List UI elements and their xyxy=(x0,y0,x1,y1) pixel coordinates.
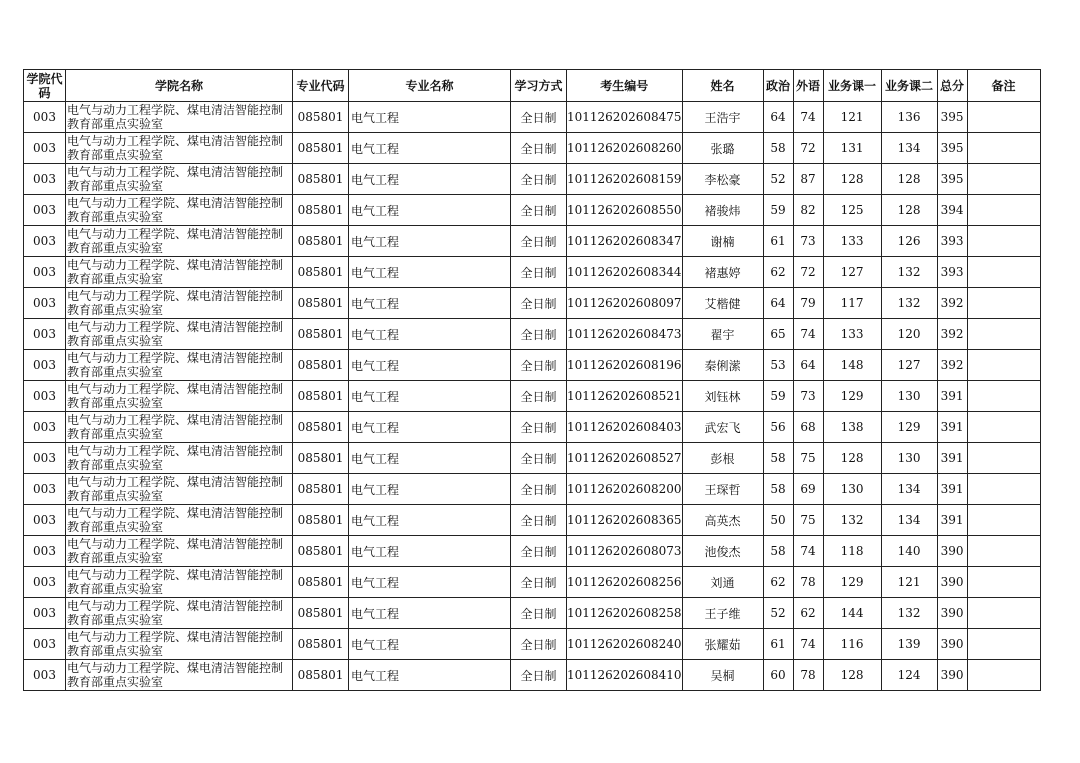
table-row xyxy=(24,598,1041,629)
cell-politics: 64 xyxy=(763,102,793,133)
table-row xyxy=(24,629,1041,660)
cell-course-1: 116 xyxy=(823,629,881,660)
cell-major-code: 085801 xyxy=(293,288,349,319)
cell-major-code: 085801 xyxy=(293,660,349,691)
cell-politics: 58 xyxy=(763,474,793,505)
cell-total: 390 xyxy=(937,567,967,598)
cell-course-1: 131 xyxy=(823,133,881,164)
cell-course-2: 134 xyxy=(881,133,937,164)
cell-politics: 53 xyxy=(763,350,793,381)
cell-study-mode: 全日制 xyxy=(511,288,567,319)
cell-politics: 62 xyxy=(763,257,793,288)
cell-college-code: 003 xyxy=(24,536,66,567)
cell-foreign-language: 74 xyxy=(793,319,823,350)
cell-remarks xyxy=(967,474,1040,505)
cell-total: 394 xyxy=(937,195,967,226)
cell-total: 391 xyxy=(937,381,967,412)
cell-study-mode: 全日制 xyxy=(511,567,567,598)
cell-total: 392 xyxy=(937,288,967,319)
table-row xyxy=(24,164,1041,195)
cell-college-name: 电气与动力工程学院、煤电清洁智能控制教育部重点实验室 xyxy=(66,567,293,598)
cell-foreign-language: 78 xyxy=(793,567,823,598)
cell-major-name: 电气工程 xyxy=(349,412,511,443)
cell-foreign-language: 82 xyxy=(793,195,823,226)
cell-major-code: 085801 xyxy=(293,474,349,505)
cell-politics: 59 xyxy=(763,381,793,412)
header-course-2: 业务课二 xyxy=(881,70,937,102)
cell-politics: 52 xyxy=(763,598,793,629)
cell-remarks xyxy=(967,350,1040,381)
cell-college-name: 电气与动力工程学院、煤电清洁智能控制教育部重点实验室 xyxy=(66,195,293,226)
cell-exam-id: 101126202608410 xyxy=(567,660,683,691)
header-name: 姓名 xyxy=(682,70,763,102)
cell-foreign-language: 68 xyxy=(793,412,823,443)
cell-course-2: 130 xyxy=(881,443,937,474)
cell-major-name: 电气工程 xyxy=(349,629,511,660)
cell-course-1: 125 xyxy=(823,195,881,226)
cell-college-code: 003 xyxy=(24,226,66,257)
cell-course-1: 138 xyxy=(823,412,881,443)
header-course-1: 业务课一 xyxy=(823,70,881,102)
cell-name: 王浩宇 xyxy=(682,102,763,133)
cell-course-2: 139 xyxy=(881,629,937,660)
cell-college-name: 电气与动力工程学院、煤电清洁智能控制教育部重点实验室 xyxy=(66,598,293,629)
header-total: 总分 xyxy=(937,70,967,102)
cell-college-name: 电气与动力工程学院、煤电清洁智能控制教育部重点实验室 xyxy=(66,443,293,474)
cell-total: 395 xyxy=(937,164,967,195)
cell-course-1: 129 xyxy=(823,567,881,598)
cell-major-name: 电气工程 xyxy=(349,350,511,381)
cell-exam-id: 101126202608521 xyxy=(567,381,683,412)
cell-name: 刘钰林 xyxy=(682,381,763,412)
cell-name: 张璐 xyxy=(682,133,763,164)
cell-foreign-language: 74 xyxy=(793,536,823,567)
cell-foreign-language: 74 xyxy=(793,629,823,660)
cell-course-1: 148 xyxy=(823,350,881,381)
cell-total: 391 xyxy=(937,505,967,536)
cell-exam-id: 101126202608097 xyxy=(567,288,683,319)
cell-exam-id: 101126202608403 xyxy=(567,412,683,443)
cell-study-mode: 全日制 xyxy=(511,164,567,195)
cell-exam-id: 101126202608344 xyxy=(567,257,683,288)
cell-study-mode: 全日制 xyxy=(511,257,567,288)
cell-college-code: 003 xyxy=(24,474,66,505)
cell-major-name: 电气工程 xyxy=(349,195,511,226)
cell-course-2: 132 xyxy=(881,288,937,319)
cell-name: 吴桐 xyxy=(682,660,763,691)
cell-foreign-language: 79 xyxy=(793,288,823,319)
cell-course-1: 118 xyxy=(823,536,881,567)
cell-name: 王琛哲 xyxy=(682,474,763,505)
cell-total: 391 xyxy=(937,443,967,474)
cell-course-1: 128 xyxy=(823,164,881,195)
cell-politics: 58 xyxy=(763,133,793,164)
cell-total: 393 xyxy=(937,257,967,288)
cell-name: 高英杰 xyxy=(682,505,763,536)
cell-course-2: 126 xyxy=(881,226,937,257)
table-row xyxy=(24,567,1041,598)
cell-major-code: 085801 xyxy=(293,412,349,443)
cell-remarks xyxy=(967,195,1040,226)
cell-course-2: 134 xyxy=(881,474,937,505)
cell-college-code: 003 xyxy=(24,257,66,288)
cell-course-2: 132 xyxy=(881,257,937,288)
table-row xyxy=(24,350,1041,381)
cell-foreign-language: 62 xyxy=(793,598,823,629)
cell-major-name: 电气工程 xyxy=(349,660,511,691)
header-major-code: 专业代码 xyxy=(293,70,349,102)
cell-total: 393 xyxy=(937,226,967,257)
cell-foreign-language: 73 xyxy=(793,381,823,412)
cell-total: 390 xyxy=(937,536,967,567)
table-row xyxy=(24,505,1041,536)
cell-major-code: 085801 xyxy=(293,505,349,536)
cell-name: 武宏飞 xyxy=(682,412,763,443)
cell-politics: 58 xyxy=(763,443,793,474)
cell-politics: 62 xyxy=(763,567,793,598)
cell-politics: 59 xyxy=(763,195,793,226)
cell-college-name: 电气与动力工程学院、煤电清洁智能控制教育部重点实验室 xyxy=(66,474,293,505)
cell-name: 池俊杰 xyxy=(682,536,763,567)
cell-remarks xyxy=(967,319,1040,350)
cell-college-name: 电气与动力工程学院、煤电清洁智能控制教育部重点实验室 xyxy=(66,226,293,257)
cell-college-code: 003 xyxy=(24,102,66,133)
cell-major-code: 085801 xyxy=(293,443,349,474)
cell-study-mode: 全日制 xyxy=(511,102,567,133)
cell-major-name: 电气工程 xyxy=(349,102,511,133)
cell-course-2: 140 xyxy=(881,536,937,567)
cell-major-code: 085801 xyxy=(293,133,349,164)
table-row xyxy=(24,412,1041,443)
cell-course-1: 130 xyxy=(823,474,881,505)
cell-major-name: 电气工程 xyxy=(349,474,511,505)
cell-name: 艾楷健 xyxy=(682,288,763,319)
cell-foreign-language: 74 xyxy=(793,102,823,133)
cell-course-2: 121 xyxy=(881,567,937,598)
cell-college-code: 003 xyxy=(24,660,66,691)
cell-study-mode: 全日制 xyxy=(511,505,567,536)
cell-politics: 65 xyxy=(763,319,793,350)
table-row xyxy=(24,443,1041,474)
table-body xyxy=(24,102,1041,691)
cell-politics: 64 xyxy=(763,288,793,319)
table-row xyxy=(24,226,1041,257)
cell-name: 褚惠婷 xyxy=(682,257,763,288)
cell-remarks xyxy=(967,257,1040,288)
cell-college-name: 电气与动力工程学院、煤电清洁智能控制教育部重点实验室 xyxy=(66,319,293,350)
cell-college-name: 电气与动力工程学院、煤电清洁智能控制教育部重点实验室 xyxy=(66,102,293,133)
cell-politics: 58 xyxy=(763,536,793,567)
cell-foreign-language: 69 xyxy=(793,474,823,505)
cell-major-code: 085801 xyxy=(293,536,349,567)
cell-course-2: 120 xyxy=(881,319,937,350)
cell-college-name: 电气与动力工程学院、煤电清洁智能控制教育部重点实验室 xyxy=(66,350,293,381)
header-exam-id: 考生编号 xyxy=(567,70,683,102)
cell-name: 王子维 xyxy=(682,598,763,629)
cell-major-code: 085801 xyxy=(293,195,349,226)
table-row xyxy=(24,257,1041,288)
cell-study-mode: 全日制 xyxy=(511,412,567,443)
cell-remarks xyxy=(967,598,1040,629)
cell-major-code: 085801 xyxy=(293,319,349,350)
cell-course-1: 133 xyxy=(823,226,881,257)
cell-major-code: 085801 xyxy=(293,629,349,660)
cell-name: 彭根 xyxy=(682,443,763,474)
cell-exam-id: 101126202608196 xyxy=(567,350,683,381)
admission-list-sheet xyxy=(23,69,1041,691)
cell-remarks xyxy=(967,629,1040,660)
cell-foreign-language: 73 xyxy=(793,226,823,257)
cell-study-mode: 全日制 xyxy=(511,319,567,350)
table-row xyxy=(24,381,1041,412)
cell-politics: 61 xyxy=(763,629,793,660)
cell-college-code: 003 xyxy=(24,629,66,660)
cell-remarks xyxy=(967,412,1040,443)
cell-name: 秦俐潆 xyxy=(682,350,763,381)
cell-remarks xyxy=(967,567,1040,598)
table-row xyxy=(24,288,1041,319)
cell-total: 392 xyxy=(937,319,967,350)
table-row xyxy=(24,319,1041,350)
cell-exam-id: 101126202608473 xyxy=(567,319,683,350)
cell-total: 391 xyxy=(937,412,967,443)
cell-study-mode: 全日制 xyxy=(511,536,567,567)
table-row xyxy=(24,133,1041,164)
cell-remarks xyxy=(967,164,1040,195)
cell-remarks xyxy=(967,102,1040,133)
cell-exam-id: 101126202608200 xyxy=(567,474,683,505)
cell-foreign-language: 75 xyxy=(793,443,823,474)
cell-college-code: 003 xyxy=(24,412,66,443)
cell-college-name: 电气与动力工程学院、煤电清洁智能控制教育部重点实验室 xyxy=(66,629,293,660)
cell-course-2: 128 xyxy=(881,164,937,195)
cell-remarks xyxy=(967,505,1040,536)
cell-name: 刘通 xyxy=(682,567,763,598)
cell-college-name: 电气与动力工程学院、煤电清洁智能控制教育部重点实验室 xyxy=(66,660,293,691)
cell-course-1: 133 xyxy=(823,319,881,350)
cell-name: 褚骏炜 xyxy=(682,195,763,226)
cell-major-code: 085801 xyxy=(293,381,349,412)
cell-remarks xyxy=(967,288,1040,319)
cell-major-code: 085801 xyxy=(293,164,349,195)
cell-course-1: 128 xyxy=(823,660,881,691)
cell-course-1: 144 xyxy=(823,598,881,629)
cell-course-2: 134 xyxy=(881,505,937,536)
cell-college-name: 电气与动力工程学院、煤电清洁智能控制教育部重点实验室 xyxy=(66,164,293,195)
cell-total: 391 xyxy=(937,474,967,505)
cell-major-name: 电气工程 xyxy=(349,598,511,629)
cell-major-name: 电气工程 xyxy=(349,381,511,412)
cell-college-code: 003 xyxy=(24,567,66,598)
table-row xyxy=(24,474,1041,505)
header-college-name: 学院名称 xyxy=(66,70,293,102)
cell-exam-id: 101126202608550 xyxy=(567,195,683,226)
cell-foreign-language: 75 xyxy=(793,505,823,536)
cell-remarks xyxy=(967,443,1040,474)
cell-major-code: 085801 xyxy=(293,257,349,288)
cell-major-name: 电气工程 xyxy=(349,319,511,350)
cell-course-1: 128 xyxy=(823,443,881,474)
cell-college-code: 003 xyxy=(24,164,66,195)
cell-remarks xyxy=(967,133,1040,164)
header-remarks: 备注 xyxy=(967,70,1040,102)
cell-name: 谢楠 xyxy=(682,226,763,257)
cell-course-2: 136 xyxy=(881,102,937,133)
header-foreign-language: 外语 xyxy=(793,70,823,102)
cell-study-mode: 全日制 xyxy=(511,598,567,629)
cell-college-code: 003 xyxy=(24,133,66,164)
cell-exam-id: 101126202608365 xyxy=(567,505,683,536)
cell-college-name: 电气与动力工程学院、煤电清洁智能控制教育部重点实验室 xyxy=(66,505,293,536)
cell-study-mode: 全日制 xyxy=(511,350,567,381)
cell-study-mode: 全日制 xyxy=(511,443,567,474)
cell-foreign-language: 87 xyxy=(793,164,823,195)
cell-study-mode: 全日制 xyxy=(511,629,567,660)
header-major-name: 专业名称 xyxy=(349,70,511,102)
cell-course-2: 129 xyxy=(881,412,937,443)
cell-major-code: 085801 xyxy=(293,226,349,257)
cell-college-code: 003 xyxy=(24,195,66,226)
cell-college-code: 003 xyxy=(24,598,66,629)
cell-remarks xyxy=(967,536,1040,567)
cell-college-code: 003 xyxy=(24,443,66,474)
cell-total: 392 xyxy=(937,350,967,381)
cell-foreign-language: 72 xyxy=(793,133,823,164)
header-college-code: 学院代码 xyxy=(24,70,66,102)
cell-exam-id: 101126202608073 xyxy=(567,536,683,567)
cell-major-name: 电气工程 xyxy=(349,288,511,319)
cell-course-2: 132 xyxy=(881,598,937,629)
cell-politics: 61 xyxy=(763,226,793,257)
cell-college-name: 电气与动力工程学院、煤电清洁智能控制教育部重点实验室 xyxy=(66,257,293,288)
cell-college-code: 003 xyxy=(24,505,66,536)
cell-major-name: 电气工程 xyxy=(349,536,511,567)
cell-politics: 52 xyxy=(763,164,793,195)
cell-foreign-language: 78 xyxy=(793,660,823,691)
cell-course-1: 132 xyxy=(823,505,881,536)
cell-college-name: 电气与动力工程学院、煤电清洁智能控制教育部重点实验室 xyxy=(66,288,293,319)
table-row xyxy=(24,195,1041,226)
cell-name: 张耀茹 xyxy=(682,629,763,660)
cell-study-mode: 全日制 xyxy=(511,660,567,691)
cell-exam-id: 101126202608258 xyxy=(567,598,683,629)
cell-total: 395 xyxy=(937,133,967,164)
cell-course-2: 128 xyxy=(881,195,937,226)
cell-remarks xyxy=(967,660,1040,691)
cell-major-name: 电气工程 xyxy=(349,164,511,195)
cell-college-code: 003 xyxy=(24,319,66,350)
cell-major-name: 电气工程 xyxy=(349,567,511,598)
cell-college-name: 电气与动力工程学院、煤电清洁智能控制教育部重点实验室 xyxy=(66,133,293,164)
cell-major-code: 085801 xyxy=(293,598,349,629)
cell-college-code: 003 xyxy=(24,288,66,319)
cell-name: 翟宇 xyxy=(682,319,763,350)
cell-total: 390 xyxy=(937,660,967,691)
cell-study-mode: 全日制 xyxy=(511,474,567,505)
cell-remarks xyxy=(967,381,1040,412)
cell-name: 李松豪 xyxy=(682,164,763,195)
cell-major-name: 电气工程 xyxy=(349,505,511,536)
cell-major-name: 电气工程 xyxy=(349,443,511,474)
cell-college-name: 电气与动力工程学院、煤电清洁智能控制教育部重点实验室 xyxy=(66,536,293,567)
cell-exam-id: 101126202608475 xyxy=(567,102,683,133)
cell-course-2: 130 xyxy=(881,381,937,412)
cell-politics: 50 xyxy=(763,505,793,536)
header-row xyxy=(24,70,1041,102)
cell-major-code: 085801 xyxy=(293,102,349,133)
cell-study-mode: 全日制 xyxy=(511,133,567,164)
cell-college-name: 电气与动力工程学院、煤电清洁智能控制教育部重点实验室 xyxy=(66,381,293,412)
header-politics: 政治 xyxy=(763,70,793,102)
cell-study-mode: 全日制 xyxy=(511,195,567,226)
cell-exam-id: 101126202608240 xyxy=(567,629,683,660)
cell-total: 395 xyxy=(937,102,967,133)
cell-exam-id: 101126202608159 xyxy=(567,164,683,195)
cell-course-1: 127 xyxy=(823,257,881,288)
cell-politics: 60 xyxy=(763,660,793,691)
header-study-mode: 学习方式 xyxy=(511,70,567,102)
cell-college-name: 电气与动力工程学院、煤电清洁智能控制教育部重点实验室 xyxy=(66,412,293,443)
cell-major-name: 电气工程 xyxy=(349,133,511,164)
cell-major-name: 电气工程 xyxy=(349,226,511,257)
cell-course-1: 117 xyxy=(823,288,881,319)
cell-course-2: 127 xyxy=(881,350,937,381)
cell-foreign-language: 72 xyxy=(793,257,823,288)
cell-course-1: 129 xyxy=(823,381,881,412)
cell-total: 390 xyxy=(937,598,967,629)
cell-total: 390 xyxy=(937,629,967,660)
cell-major-code: 085801 xyxy=(293,350,349,381)
table-row xyxy=(24,102,1041,133)
cell-study-mode: 全日制 xyxy=(511,226,567,257)
cell-course-1: 121 xyxy=(823,102,881,133)
cell-remarks xyxy=(967,226,1040,257)
table-row xyxy=(24,660,1041,691)
cell-exam-id: 101126202608260 xyxy=(567,133,683,164)
cell-exam-id: 101126202608347 xyxy=(567,226,683,257)
cell-exam-id: 101126202608527 xyxy=(567,443,683,474)
score-table xyxy=(23,69,1041,691)
cell-exam-id: 101126202608256 xyxy=(567,567,683,598)
cell-politics: 56 xyxy=(763,412,793,443)
cell-foreign-language: 64 xyxy=(793,350,823,381)
cell-major-code: 085801 xyxy=(293,567,349,598)
table-row xyxy=(24,536,1041,567)
cell-major-name: 电气工程 xyxy=(349,257,511,288)
cell-college-code: 003 xyxy=(24,381,66,412)
cell-college-code: 003 xyxy=(24,350,66,381)
cell-course-2: 124 xyxy=(881,660,937,691)
cell-study-mode: 全日制 xyxy=(511,381,567,412)
